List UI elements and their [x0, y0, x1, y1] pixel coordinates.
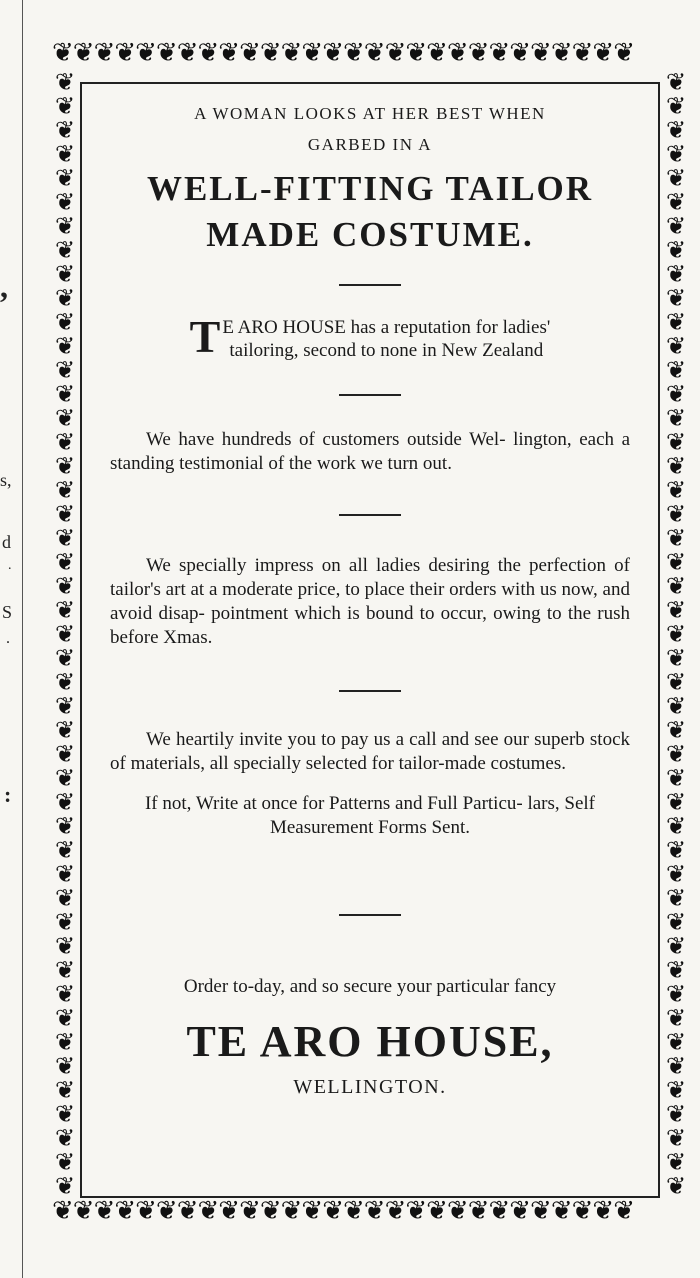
drop-cap: T: [189, 311, 221, 362]
margin-fragment-s-comma: s,: [0, 470, 12, 490]
headline-small-line: A WOMAN LOOKS AT HER BEST WHEN: [194, 104, 546, 123]
ornament-border-right: ❦❦❦❦❦❦❦❦❦❦❦❦❦❦❦❦❦❦❦❦❦❦❦❦❦❦❦❦❦❦❦❦❦❦❦❦❦❦❦❦❦❦❦❦❦❦❦: [665, 70, 687, 1200]
paragraph-invite: We heartily invite you to pay us a call and see our superb stock of materials, all specially selected for tailor-made costumes.: [110, 729, 630, 774]
firm-city: WELLINGTON.: [293, 1076, 447, 1098]
paragraph-customers: We have hundreds of customers outside Wel- lington, each a standing testimonial of the work we turn out.: [110, 429, 630, 474]
intro-line: E ARO HOUSE has a reputation for ladies': [222, 317, 551, 338]
headline-small-line: GARBED IN A: [307, 135, 433, 154]
ornament-border-left: ❦❦❦❦❦❦❦❦❦❦❦❦❦❦❦❦❦❦❦❦❦❦❦❦❦❦❦❦❦❦❦❦❦❦❦❦❦❦❦❦❦❦❦❦❦❦❦: [54, 70, 76, 1200]
intro-text: [222, 316, 550, 362]
advertisement: [110, 98, 630, 1099]
ornament-border-top: ❦❦❦❦❦❦❦❦❦❦❦❦❦❦❦❦❦❦❦❦❦❦❦❦❦❦❦❦: [52, 40, 634, 68]
margin-fragment-dot-b: .: [6, 630, 10, 647]
paragraph-impress: We specially impress on all ladies desiring the perfection of tailor's art at a moderate price, to place their orders with us now, and avoid disap- pointment which is bound to occur, owing to the rush before Xmas.: [110, 555, 630, 648]
headline-big-line: WELL-FITTING TAILOR: [146, 169, 594, 208]
margin-fragment-s: S: [2, 602, 13, 622]
headline-big-line: MADE COSTUME.: [206, 215, 534, 254]
divider-rule: [339, 514, 401, 516]
margin-fragment-colon: :: [4, 782, 12, 807]
headline-big: [110, 166, 630, 258]
firm-name: TE ARO HOUSE,: [186, 1017, 554, 1066]
intro-paragraph: [110, 311, 630, 362]
closing-line: Order to-day, and so secure your particular fancy: [183, 976, 557, 997]
ornament-border-bottom: ❦❦❦❦❦❦❦❦❦❦❦❦❦❦❦❦❦❦❦❦❦❦❦❦❦❦❦❦: [52, 1198, 634, 1226]
intro-line: tailoring, second to none in New Zealand: [229, 340, 544, 361]
margin-fragment-comma: ,: [0, 268, 8, 304]
margin-fragment-d: d: [2, 532, 11, 552]
scan-edge-left: [0, 0, 23, 1278]
divider-rule: [339, 394, 401, 396]
paragraph-write: If not, Write at once for Patterns and Full Particu- lars, Self Measurement Forms Sent.: [144, 793, 596, 838]
headline-small: [110, 98, 630, 160]
divider-rule: [339, 284, 401, 286]
divider-rule: [339, 690, 401, 692]
divider-rule: [339, 914, 401, 916]
margin-fragment-dot-a: .: [8, 558, 12, 573]
